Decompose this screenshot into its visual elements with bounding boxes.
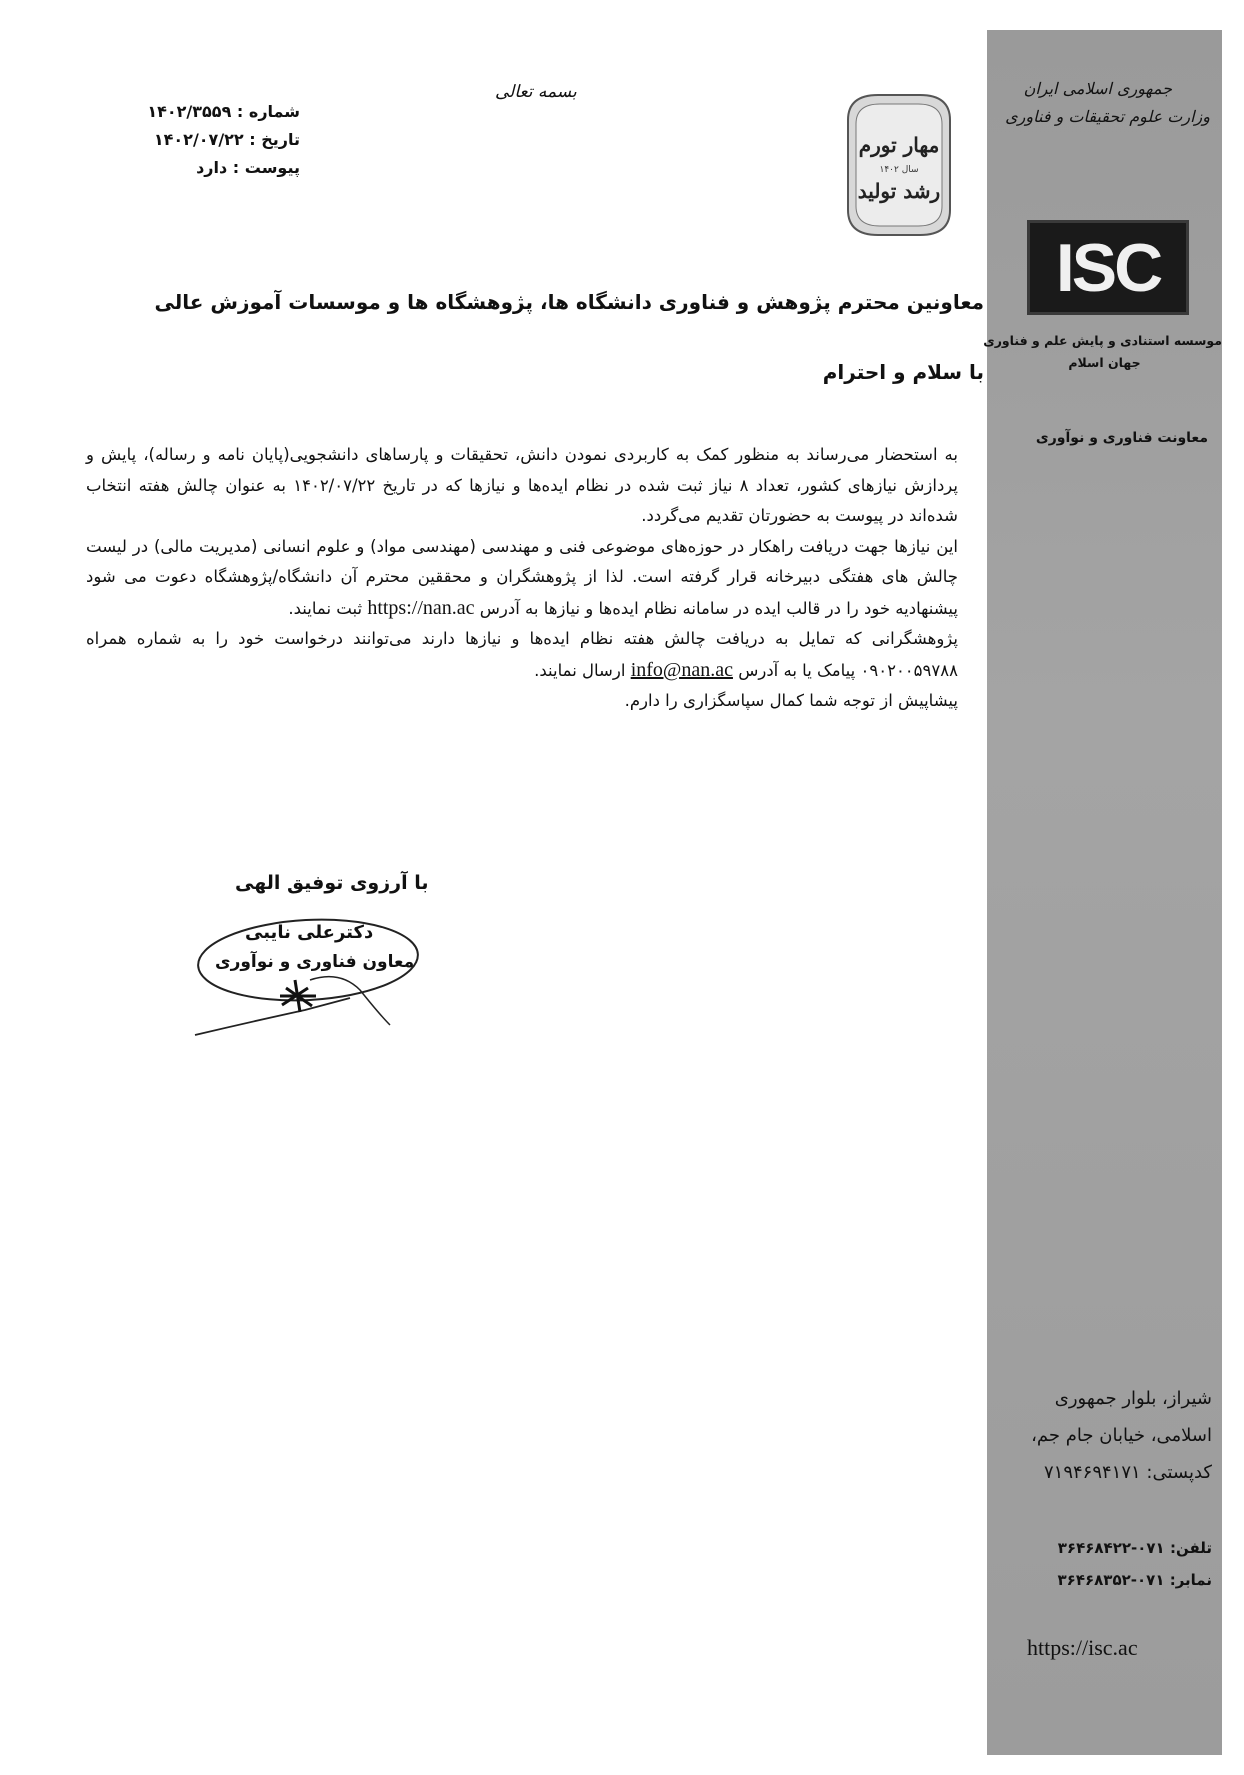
institute-line-2: جهان اسلام — [1068, 355, 1141, 370]
seal-year: سال ۱۴۰۲ — [879, 165, 919, 175]
isc-logo-text: ISC — [1055, 229, 1161, 306]
address-line-2: اسلامی، خیابان جام جم، — [1031, 1425, 1212, 1446]
postal-address — [997, 1380, 1212, 1491]
letter-body — [86, 440, 958, 717]
letterhead-sidebar — [983, 30, 1222, 1755]
greeting: با سلام و احترام — [822, 360, 984, 384]
nan-url-link[interactable]: https://nan.ac — [367, 596, 475, 619]
paragraph-2-text-a: این نیازها جهت دریافت راهکار در حوزه‌های موضوعی فنی و مهندسی (مهندسی مواد) و علوم انسانی (مدیریت مالی) در لیست چالش های هفتگی دبیرخانه قرار گرفته است. لذا از پژوهشگران و محققین محترم آن دانشگاه/پژوهشگاه دعوت می شود پیشنهادیه خود را در قالب ایده در سامانه نظام ایده‌ها و نیازها به آدرس — [86, 536, 958, 618]
seal-line-2: رشد تولید — [857, 179, 941, 203]
paragraph-4: پیشاپیش از توجه شما کمال سپاسگزاری را دارم. — [624, 691, 958, 710]
addressee: معاونین محترم پژوهش و فناوری دانشگاه ها، پژوهشگاه ها و موسسات آموزش عالی — [154, 290, 984, 314]
seal-line-1: مهار تورم — [858, 133, 940, 157]
letter-attachment: پیوست : دارد — [196, 158, 300, 177]
address-line-1: شیراز، بلوار جمهوری — [1054, 1388, 1212, 1409]
contact-numbers — [1058, 1532, 1212, 1596]
institute-name — [983, 330, 1222, 374]
letter-number: شماره : ۱۴۰۲/۳۵۵۹ — [147, 102, 300, 121]
website-link[interactable]: https://isc.ac — [1027, 1635, 1138, 1660]
signer-title: معاون فناوری و نوآوری — [215, 952, 415, 972]
paragraph-1: به استحضار می‌رساند به منظور کمک به کاربردی نمودن دانش، تحقیقات و پارساهای دانشجویی(پایان نامه و رساله)، پایش و پردازش نیازهای کشور، تعداد ۸ نیاز ثبت شده در نظام ایده‌ها و نیازها که در تاریخ ۱۴۰۲/۰۷/۲۲ به عنوان چالش هفته انتخاب شده‌اند در پیوست به حضورتان تقدیم می‌گردد. — [86, 445, 958, 525]
letter-date: تاریخ : ۱۴۰۲/۰۷/۲۲ — [153, 130, 300, 149]
paragraph-3 — [86, 624, 958, 686]
email-link[interactable]: info@nan.ac — [630, 658, 733, 681]
institute-line-1: موسسه استنادی و پایش علم و فناوری — [983, 333, 1222, 348]
isc-logo — [1027, 220, 1189, 315]
signer-name: دکترعلی نایبی — [245, 922, 374, 943]
letter-meta — [120, 98, 300, 182]
gov-line-2: وزارت علوم تحقیقات و فناوری — [1005, 107, 1210, 126]
closing-phrase: با آرزوی توفیق الهی — [235, 872, 429, 894]
paragraph-2 — [86, 532, 958, 625]
telephone: تلفن: ۰۷۱-۳۶۴۶۸۴۲۲ — [1057, 1539, 1212, 1557]
gov-line-1: جمهوری اسلامی ایران — [1023, 79, 1172, 98]
government-heading — [999, 75, 1210, 131]
basmala: بسمه تعالی — [495, 82, 577, 102]
deputy-unit: معاونت فناوری و نوآوری — [1035, 430, 1208, 446]
paragraph-3-text-a: پژوهشگرانی که تمایل به دریافت چالش هفته نظام ایده‌ها و نیازها دارند می‌توانند درخواست خود را به شماره همراه ۰۹۰۲۰۰۵۹۷۸۸ پیامک یا به آدرس — [86, 629, 958, 680]
paragraph-2-text-b: ثبت نمایند. — [288, 598, 363, 618]
paragraph-3-text-b: ارسال نمایند. — [534, 660, 626, 680]
fax: نمابر: ۰۷۱-۳۶۴۶۸۳۵۲ — [1057, 1571, 1212, 1589]
address-line-3: کدپستی: ۷۱۹۴۶۹۴۱۷۱ — [1044, 1462, 1212, 1483]
year-slogan-seal — [838, 90, 960, 240]
